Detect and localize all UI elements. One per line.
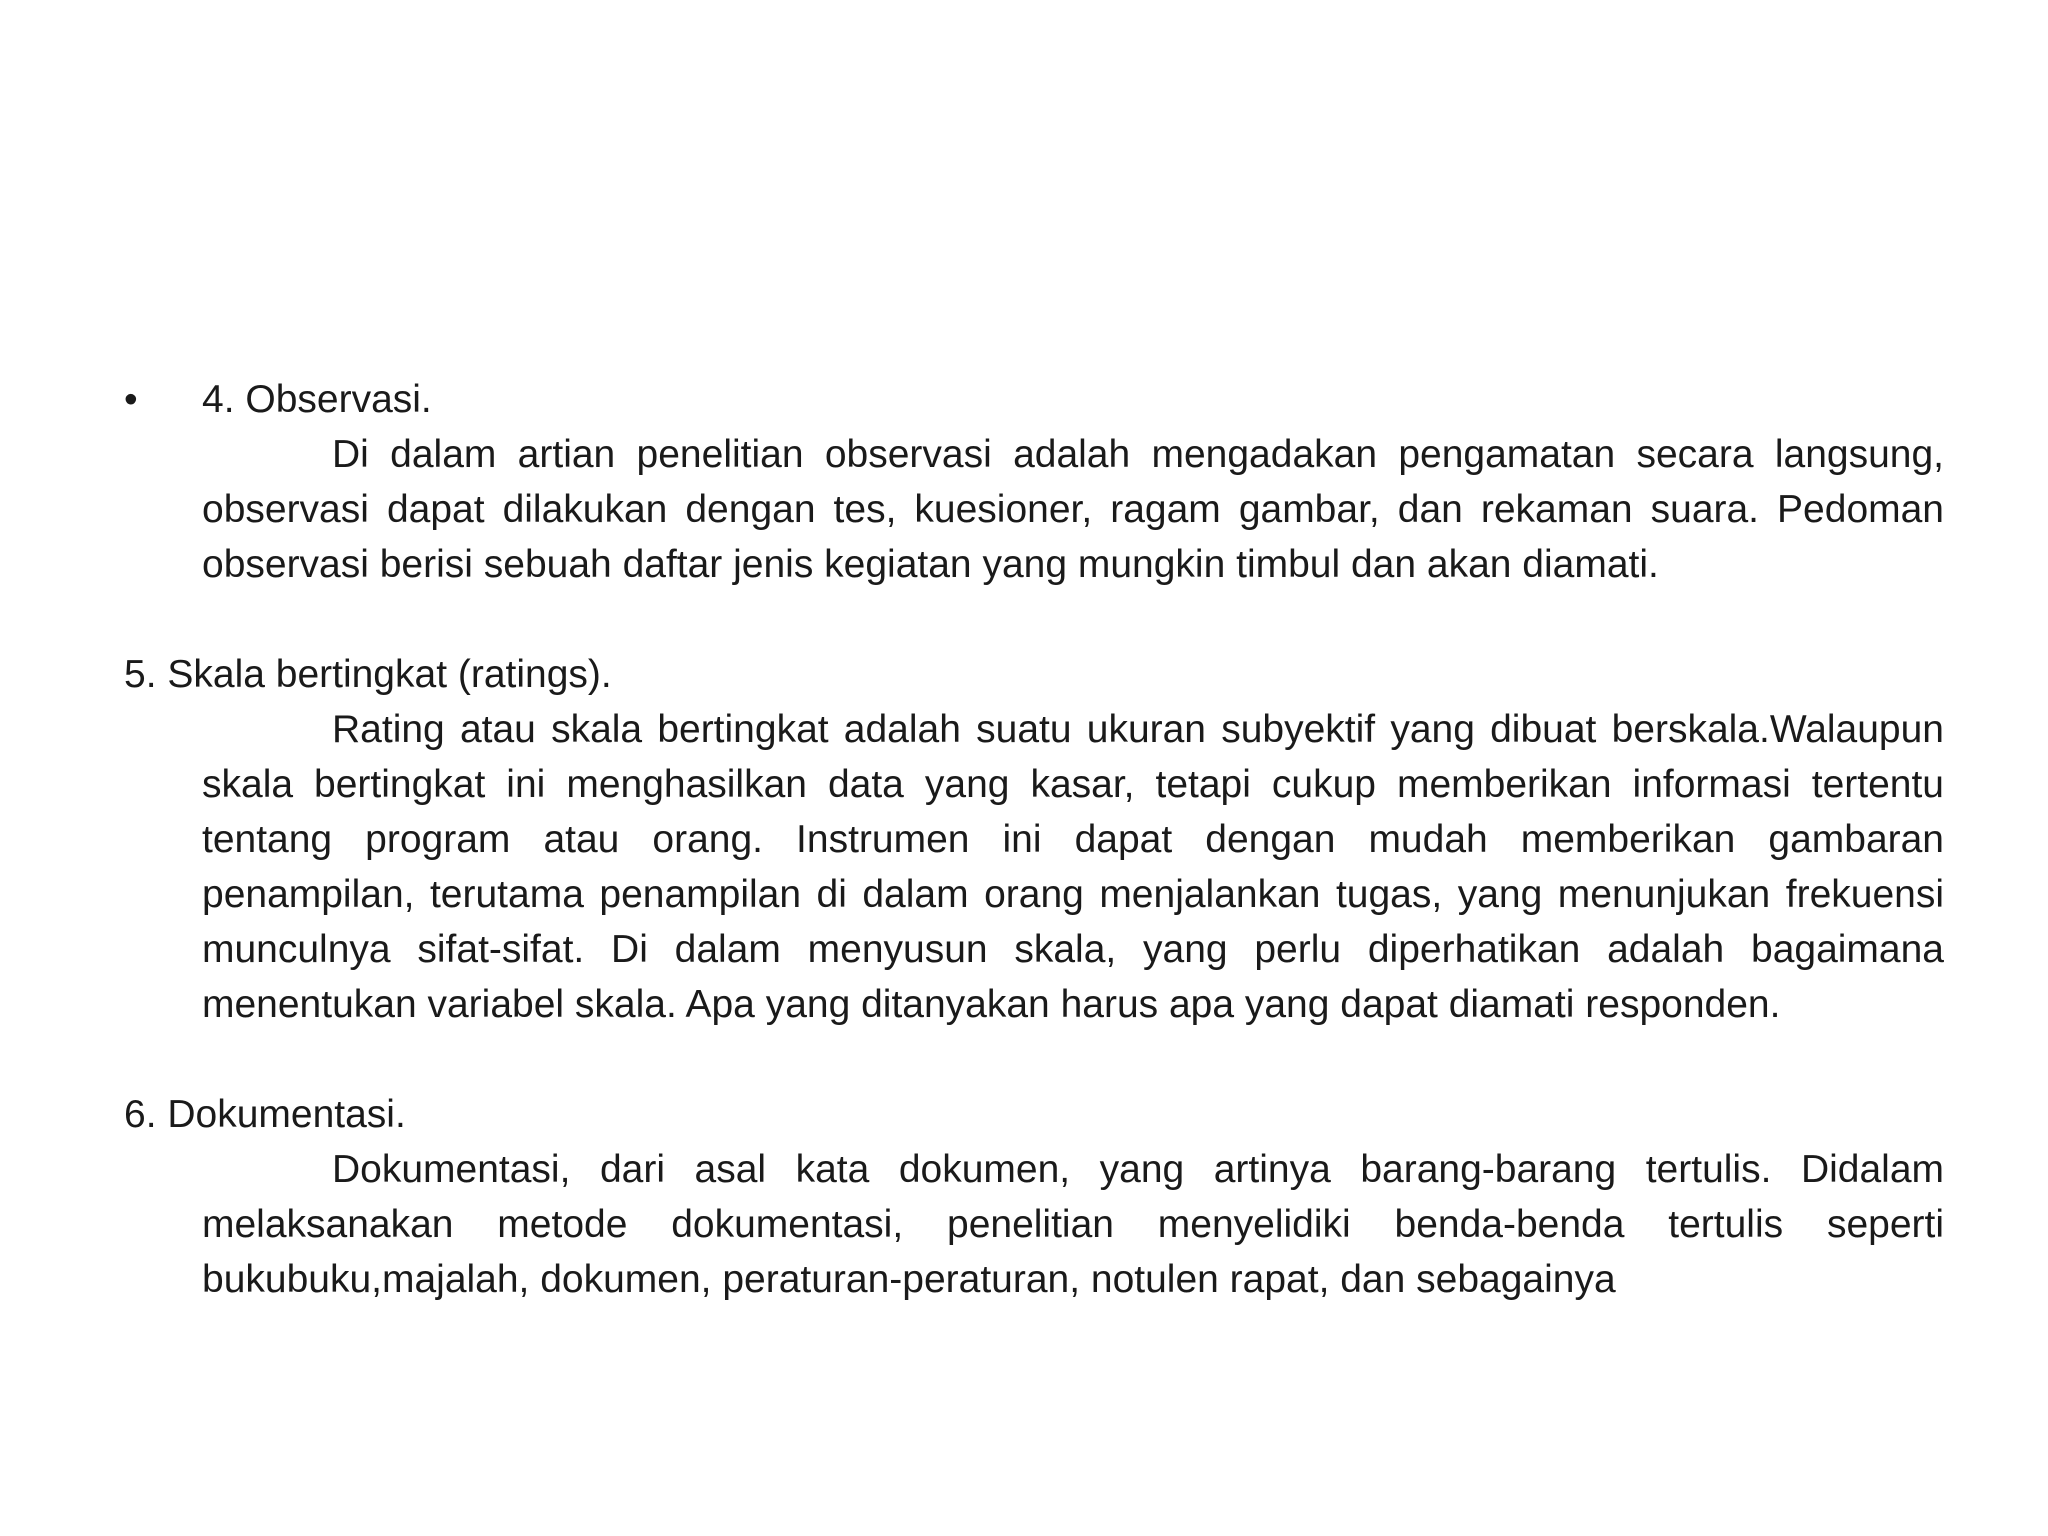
bullet-icon: • xyxy=(124,378,138,421)
section-skala-bertingkat xyxy=(124,647,1944,1032)
section-paragraph: Di dalam artian penelitian observasi adalah mengadakan pengamatan secara langsung, observasi dapat dilakukan dengan tes, kuesioner, ragam gambar, dan rekaman suara. Pedoman observasi berisi sebuah daftar jenis kegiatan yang mungkin timbul dan akan diamati. xyxy=(202,433,1944,586)
section-heading: 5. Skala bertingkat (ratings). xyxy=(124,653,612,696)
section-observasi xyxy=(124,372,1944,592)
bullet-item xyxy=(124,372,1944,427)
spacer xyxy=(124,1032,1944,1087)
section-heading: 6. Dokumentasi. xyxy=(124,1093,406,1136)
section-dokumentasi xyxy=(124,1087,1944,1307)
section-paragraph: Rating atau skala bertingkat adalah suatu ukuran subyektif yang dibuat berskala.Walaupun skala bertingkat ini menghasilkan data yang kasar, tetapi cukup memberikan informasi tertentu tentang program atau orang. Instrumen ini dapat dengan mudah memberikan gambaran penampilan, terutama penampilan di dalam orang menjalankan tugas, yang menunjukan frekuensi munculnya sifat-sifat. Di dalam menyusun skala, yang perlu diperhatikan adalah bagaimana menentukan variabel skala. Apa yang ditanyakan harus apa yang dapat diamati responden. xyxy=(202,708,1944,1026)
section-heading: 4. Observasi. xyxy=(202,378,432,421)
section-paragraph: Dokumentasi, dari asal kata dokumen, yang artinya barang-barang tertulis. Didalam melaksanakan metode dokumentasi, penelitian menyelidiki benda-benda tertulis seperti bukubuku,majalah, dokumen, peraturan-peraturan, notulen rapat, dan sebagainya xyxy=(202,1148,1944,1301)
spacer xyxy=(124,592,1944,647)
slide-content xyxy=(124,372,1944,1307)
